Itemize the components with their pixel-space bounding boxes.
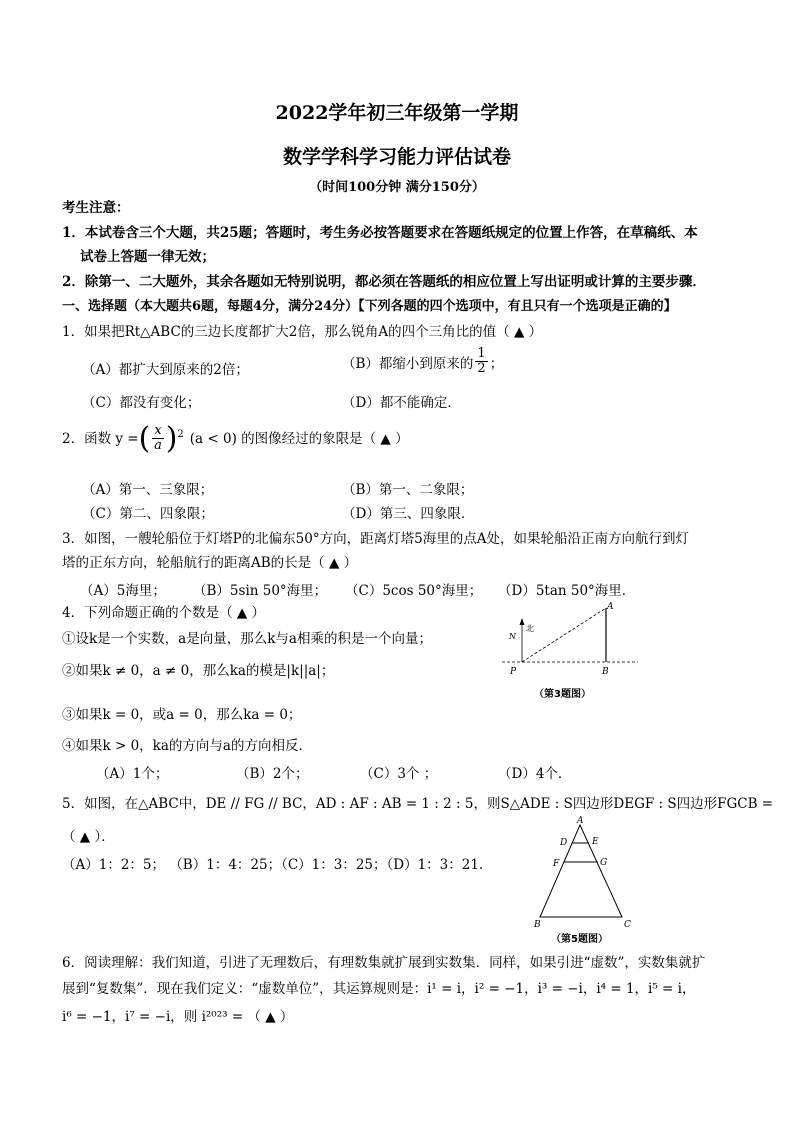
q2-left-paren: ( xyxy=(138,420,151,456)
fig5-label-a: A xyxy=(577,816,584,826)
fig3-label-b: B xyxy=(602,667,609,677)
q6-line-1: 6．阅读理解：我们知道，引进了无理数后，有理数集就扩展到实数集．同样，如果引进“虚数”，实数集就扩 xyxy=(62,955,706,971)
q3-option-d: （D）5tan 50°海里． xyxy=(498,583,636,599)
q2-option-b: （B）第一、二象限； xyxy=(342,482,474,498)
q1-option-c: （C）都没有变化； xyxy=(82,395,201,411)
q2-right-paren: ) xyxy=(165,420,178,456)
q1-stem: 1．如果把Rt△ABC的三边长度都扩大2倍，那么锐角A的四个三角比的值（ ▲ ） xyxy=(62,324,543,340)
q4-statement-2: ②如果k ≠ 0，a ≠ 0，那么ka的模是|k||a|； xyxy=(62,663,335,679)
q1-option-d: （D）都不能确定． xyxy=(342,395,461,411)
q2-option-a: （A）第一、三象限； xyxy=(82,482,214,498)
exam-title-year: 2022学年初三年级第一学期 xyxy=(275,102,519,124)
q4-statement-4: ④如果k > 0，ka的方向与a的方向相反． xyxy=(62,738,312,754)
fig3-north-arrow xyxy=(520,618,525,625)
fig5-label-c: C xyxy=(624,920,631,930)
q1-option-a: （A）都扩大到原来的2倍； xyxy=(82,362,249,378)
fig5-label-b: B xyxy=(534,920,541,930)
exam-time-score: （时间100分钟 满分150分） xyxy=(309,180,485,195)
q2-fraction xyxy=(152,424,163,453)
q3-option-c: （C）5cos 50°海里； xyxy=(345,583,483,599)
fig3-label-p: P xyxy=(510,667,517,677)
notice-item-1-cont: 试卷上答题一律无效； xyxy=(80,249,215,265)
fig3-line-pa xyxy=(522,608,606,662)
q2-stem-pre: 2．函数 y = xyxy=(62,430,139,447)
figure-5-diagram xyxy=(528,815,638,947)
q2-option-c: （C）第二、四象限； xyxy=(82,506,214,522)
q1-option-b xyxy=(342,347,503,376)
q1-option-b-text: （B）都缩小到原来的 xyxy=(342,355,474,372)
q4-option-a: （A）1个； xyxy=(96,766,169,782)
fig5-caption: （第5题图） xyxy=(551,934,608,945)
q2-stem xyxy=(62,420,409,456)
q2-option-d: （D）第三、四象限． xyxy=(342,506,475,522)
q4-stem: 4．下列命题正确的个数是（ ▲ ） xyxy=(62,605,266,621)
fig5-triangle-abc xyxy=(540,825,622,917)
figure-3-diagram xyxy=(500,600,640,705)
fig5-label-e: E xyxy=(592,837,599,847)
notice-item-1: 1．本试卷含三个大题，共25题；答题时，考生务必按答题要求在答题纸规定的位置上作答，在草稿纸、本 xyxy=(62,225,698,241)
section-1-heading: 一、选择题（本大题共6题，每题4分，满分24分）【下列各题的四个选项中，有且只有一个选项是正确的】 xyxy=(62,299,677,314)
notice-item-2: 2．除第一、二大题外，其余各题如无特别说明，都必须在答题纸的相应位置上写出证明或计算的主要步骤． xyxy=(62,274,706,290)
fig3-label-a: A xyxy=(607,602,614,612)
fig5-label-f: F xyxy=(553,859,560,869)
q1-fraction-den: 2 xyxy=(477,361,486,376)
q2-power: 2 xyxy=(177,429,184,440)
q2-fraction-den: a xyxy=(154,438,162,453)
q3-stem-line-1: 3．如图，一艘轮船位于灯塔P的北偏东50°方向，距离灯塔5海里的点A处，如果轮船沿正南方向航行到灯 xyxy=(62,531,689,547)
q1-fraction xyxy=(475,347,487,376)
q3-stem-line-2: 塔的正东方向，轮船航行的距离AB的长是（ ▲ ） xyxy=(62,555,358,571)
q5-stem-cont: （ ▲ ）． xyxy=(62,829,115,845)
q4-statement-1: ①设k是一个实数，a是向量，那么k与a相乘的积是一个向量； xyxy=(62,631,432,647)
q4-option-b: （B）2个； xyxy=(236,766,309,782)
fig3-label-n: N xyxy=(509,632,516,641)
q3-option-b: （B）5sin 50°海里； xyxy=(193,583,328,599)
q3-option-a: （A）5海里； xyxy=(80,583,166,599)
exam-title-subject: 数学学科学习能力评估试卷 xyxy=(282,146,511,168)
notice-heading: 考生注意： xyxy=(62,200,130,216)
q1-fraction-num: 1 xyxy=(477,346,486,361)
fig3-label-north: 北 xyxy=(526,624,534,633)
q2-fraction-num: x xyxy=(154,423,162,438)
q4-option-d: （D）4个． xyxy=(498,766,572,782)
q5-options: （A）1：2：5； （B）1：4：25；（C）1：3：25；（D）1：3：21． xyxy=(62,857,493,873)
q1-option-b-end: ； xyxy=(489,355,504,372)
fig5-label-g: G xyxy=(600,858,608,868)
q4-statement-3: ③如果k = 0，或a = 0，那么ka = 0； xyxy=(62,707,302,723)
q4-option-c: （C）3个 ； xyxy=(360,766,438,782)
fig3-caption: （第3题图） xyxy=(534,689,591,700)
q6-line-2: 展到“复数集”．现在我们定义：“虚数单位”，其运算规则是：i¹ = i，i² = −1，i³ = −i，i⁴ = 1，i⁵ = i， xyxy=(62,981,696,997)
fig5-label-d: D xyxy=(560,838,568,848)
q2-stem-post: (a < 0) 的图像经过的象限是（ ▲ ） xyxy=(189,430,409,447)
q6-line-3: i⁶ = −1，i⁷ = −i，则 i²⁰²³ = （ ▲ ） xyxy=(62,1009,294,1025)
q5-stem: 5．如图，在△ABC中，DE // FG // BC，AD : AF : AB = 1 : 2 : 5，则S△ADE : S四边形DEGF : S四边形FGCB = xyxy=(62,796,774,812)
